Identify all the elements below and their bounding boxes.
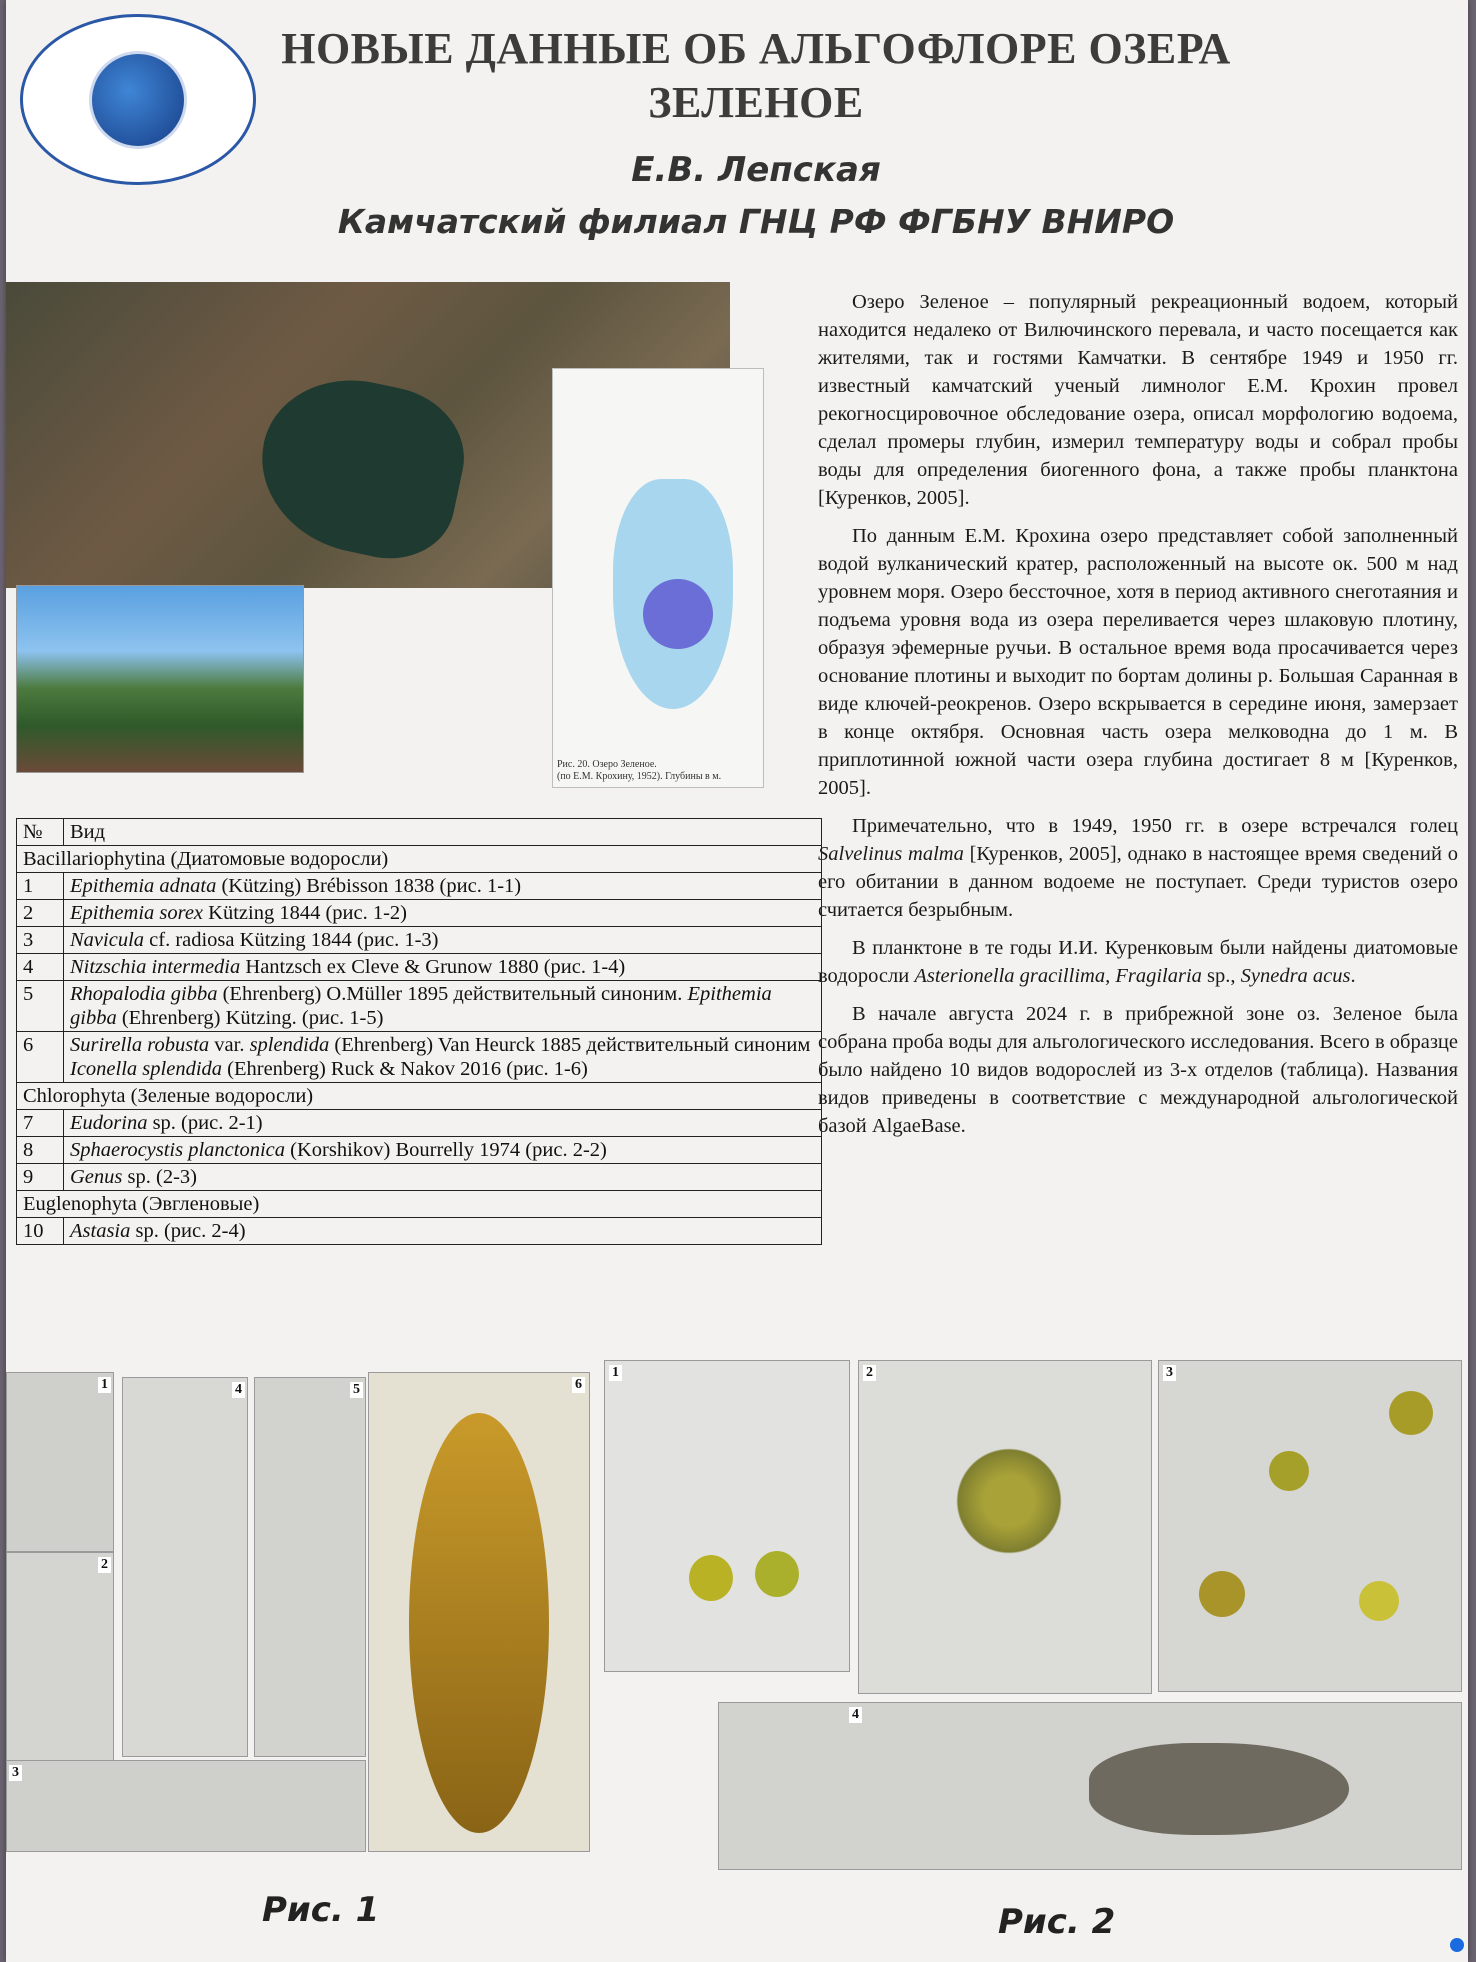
cell: [1269, 1451, 1309, 1491]
table-group: Bacillariophytina (Диатомовые водоросли): [17, 846, 822, 873]
paragraph-1: Озеро Зеленое – популярный рекреационный водоем, который находится недалеко от Вилючинского перевала, и часто посещается как жителями, так и гостями Камчатки. В сентябре 1949 и 1950 гг. известный камчатский ученый лимнолог Е.М. Крохин провел рекогносцировочное обследование озера, описал морфологию водоема, сделал промеры глубин, измерил температуру воды и собрал пробы воды для определения биогенного фона, а также пробы планктона [Куренков, 2005].: [818, 291, 1458, 509]
table-group: Euglenophyta (Эвгленовые): [17, 1191, 822, 1218]
table-row: 8 Sphaerocystis planctonica (Korshikov) Bourrelly 1974 (рис. 2-2): [17, 1137, 822, 1164]
table-row: 3 Navicula cf. radiosa Kützing 1844 (рис. 1-3): [17, 927, 822, 954]
institute-logo: [20, 14, 256, 185]
body-text: [818, 288, 1458, 1150]
fig1-panel-5: 5: [254, 1377, 366, 1757]
pushpin-icon: [1450, 1938, 1464, 1952]
poster-title: НОВЫЕ ДАННЫЕ ОБ АЛЬГОФЛОРЕ ОЗЕРА ЗЕЛЕНОЕ: [281, 24, 1231, 127]
author: Е.В. Лепская: [631, 150, 881, 190]
table-row: 6 Surirella robusta var. splendida (Ehrenberg) Van Heurck 1885 действительный синоним Iconella splendida (Ehrenberg) Ruck & Nakov 2016 (рис. 1-6): [17, 1032, 822, 1083]
globe-emblem-icon: [89, 51, 187, 149]
map-caption: Рис. 20. Озеро Зеленое. (по Е.М. Крохину, 1952). Глубины в м.: [557, 759, 722, 782]
map-deep-area: [643, 579, 713, 649]
fig1-panel-3: 3: [6, 1760, 366, 1852]
fig2-panel-4: 4: [718, 1702, 1462, 1870]
paragraph-2: По данным Е.М. Крохина озеро представляет собой заполненный водой вулканический кратер, расположенный на высоте ок. 500 м над уровнем моря. Озеро бессточное, хотя в период активного снеготаяния и подъема уровня вода из озера переливается через шлаковую плотину, образуя эфемерные ручьи. В остальное время вода просачивается через основание плотины и выходит по бортам долины р. Большая Саранная в виде ключей-реокренов. Озеро вскрывается в середине июня, замерзает в конце октября. Основная часть озера мелководна до 1 м. В приплотинной южной части озера глубина достигает 8 м [Куренков, 2005].: [818, 525, 1458, 799]
cell: [1389, 1391, 1433, 1435]
table-row: 10 Astasia sp. (рис. 2-4): [17, 1218, 822, 1245]
table-group: Chlorophyta (Зеленые водоросли): [17, 1083, 822, 1110]
affiliation: Камчатский филиал ГНЦ РФ ФГБНУ ВНИРО: [337, 202, 1175, 241]
cell: [755, 1551, 799, 1597]
poster: [6, 0, 1468, 1962]
table-row: 9 Genus sp. (2-3): [17, 1164, 822, 1191]
table-header: № Вид: [17, 819, 822, 846]
paragraph-3: Примечательно, что в 1949, 1950 гг. в озере встречался голец Salvelinus malma [Куренков, 2005], однако в настоящее время сведений о его обитании в данном водоеме не поступает. Среди туристов озеро считается безрыбным.: [818, 815, 1458, 921]
fig2-panel-2: 2: [858, 1360, 1152, 1694]
astasia-cell: [1089, 1743, 1349, 1835]
lake-photo: [16, 585, 304, 773]
fig1-caption: Рис. 1: [262, 1890, 380, 1930]
table-row: 1 Epithemia adnata (Kützing) Brébisson 1838 (рис. 1-1): [17, 873, 822, 900]
paragraph-4: В планктоне в те годы И.И. Куренковым были найдены диатомовые водоросли Asterionella gracillima, Fragilaria sp., Synedra acus.: [818, 937, 1458, 987]
eudorina-colony: [949, 1441, 1069, 1561]
paragraph-5: В начале августа 2024 г. в прибрежной зоне оз. Зеленое была собрана проба воды для альгологического исследования. Всего в образце было найдено 10 видов водорослей из 3-х отделов (таблица). Названия видов приведены в соответствие с международной альгологической базой AlgaeBase.: [818, 1003, 1458, 1137]
fig2-panel-1: 1: [604, 1360, 850, 1672]
table-row: 2 Epithemia sorex Kützing 1844 (рис. 1-2): [17, 900, 822, 927]
cell: [689, 1555, 733, 1601]
fig1-panel-2: 2: [6, 1552, 114, 1762]
table-row: 7 Eudorina sp. (рис. 2-1): [17, 1110, 822, 1137]
cell: [1359, 1581, 1399, 1621]
fig1-panel-1: 1: [6, 1372, 114, 1552]
fig1-panel-4: 4: [122, 1377, 248, 1757]
cell: [1199, 1571, 1245, 1617]
lake-depth-map: [552, 368, 764, 788]
fig2-caption: Рис. 2: [998, 1902, 1116, 1942]
table-row: 4 Nitzschia intermedia Hantzsch ex Cleve & Grunow 1880 (рис. 1-4): [17, 954, 822, 981]
lake-shape: [246, 363, 477, 571]
fig2-panel-3: 3: [1158, 1360, 1462, 1692]
table-row: 5 Rhopalodia gibba (Ehrenberg) O.Müller 1895 действительный синоним. Epithemia gibba (Ehrenberg) Kützing. (рис. 1-5): [17, 981, 822, 1032]
surirella-cell: [409, 1413, 549, 1833]
fig1-panel-6: 6: [368, 1372, 590, 1852]
species-table: [16, 818, 822, 1245]
